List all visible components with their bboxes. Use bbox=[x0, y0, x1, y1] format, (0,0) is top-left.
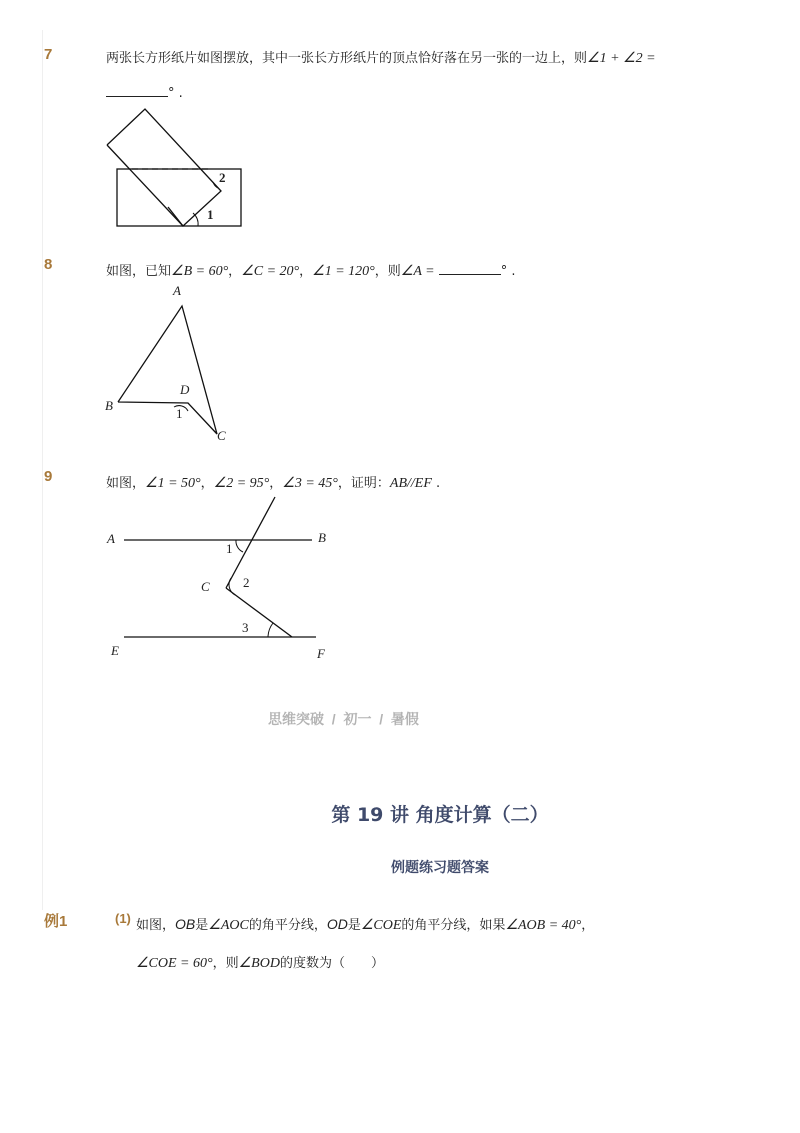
q9-mid: ，证明： bbox=[337, 476, 390, 491]
ex1-coe2: ∠COE = 60° bbox=[136, 956, 213, 971]
example-1-subpart: (1) bbox=[115, 911, 131, 926]
q9-label-c: C bbox=[201, 579, 210, 594]
example-1-label: 例1 bbox=[44, 913, 68, 930]
lecture-title: 第 19 讲 角度计算（二） bbox=[331, 804, 549, 826]
page-footer: 思维突破 / 初一 / 暑假 bbox=[268, 711, 419, 727]
ex1-t4: 是 bbox=[347, 918, 361, 933]
ex1-t1: 如图， bbox=[136, 918, 176, 933]
ex1-coe: ∠COE bbox=[360, 918, 402, 933]
q9-angle-3: ∠3 = 45° bbox=[282, 476, 338, 491]
q8-mid: ，则 bbox=[374, 264, 401, 279]
q8-label-d: D bbox=[180, 382, 190, 397]
example-1-line2 bbox=[136, 952, 384, 972]
q9-label-2: 2 bbox=[243, 575, 250, 590]
ex1-aob: ∠AOB = 40° bbox=[505, 918, 582, 933]
q9-transversal bbox=[226, 497, 275, 588]
q9-angle2-arc bbox=[229, 578, 235, 595]
q8-angle-c: ∠C = 20° bbox=[241, 264, 300, 279]
ex1-t5: 的角平分线，如果 bbox=[401, 918, 506, 933]
q8-label-b: B bbox=[105, 398, 113, 413]
question-number-8: 8 bbox=[44, 256, 53, 273]
q8-label-1: 1 bbox=[176, 406, 183, 421]
q8-angle-1: ∠1 = 120° bbox=[312, 264, 375, 279]
ex1-od: OD bbox=[326, 916, 348, 932]
example-1-line1 bbox=[136, 914, 594, 934]
section-title: 例题练习题答案 bbox=[391, 860, 489, 876]
q9-prefix: 如图， bbox=[106, 476, 146, 491]
q9-label-b: B bbox=[318, 530, 326, 545]
q7-label-1: 1 bbox=[207, 207, 214, 222]
q9-label-e: E bbox=[111, 643, 119, 658]
q8-label-c: C bbox=[217, 428, 226, 443]
q9-label-a: A bbox=[107, 531, 115, 546]
ex1-aoc: ∠AOC bbox=[208, 918, 249, 933]
q9-label-f: F bbox=[317, 646, 325, 661]
q8-suffix: ° . bbox=[500, 264, 516, 279]
q7-label-2: 2 bbox=[219, 170, 226, 185]
q9-angle1-arc bbox=[236, 540, 243, 552]
q7-suffix: ° . bbox=[168, 86, 183, 101]
q9-end: . bbox=[431, 476, 441, 491]
q8-prefix: 如图，已知 bbox=[106, 264, 172, 279]
q8-sep1: ， bbox=[228, 264, 242, 279]
question-number-7: 7 bbox=[44, 46, 53, 63]
q8-sep2: ， bbox=[299, 264, 313, 279]
q7-expr: ∠1 + ∠2 = bbox=[587, 51, 656, 66]
q9-label-3: 3 bbox=[242, 620, 249, 635]
ex1-t3: 的角平分线， bbox=[248, 918, 327, 933]
q8-label-a: A bbox=[173, 283, 181, 298]
q9-label-1: 1 bbox=[226, 541, 233, 556]
q7-text: 两张长方形纸片如图摆放，其中一张长方形纸片的顶点恰好落在另一张的一边上，则 bbox=[106, 51, 588, 66]
q9-sep2: ， bbox=[269, 476, 283, 491]
q9-angle-1: ∠1 = 50° bbox=[145, 476, 201, 491]
ex1-bod: ∠BOD bbox=[238, 956, 280, 971]
ex1-t8: 的度数为（ ） bbox=[279, 956, 384, 971]
q9-angle3-arc bbox=[268, 623, 273, 637]
ex1-t7: ，则 bbox=[212, 956, 239, 971]
q8-angle-b: ∠B = 60° bbox=[171, 264, 229, 279]
ex1-t6: ， bbox=[581, 918, 595, 933]
q9-sep1: ， bbox=[200, 476, 214, 491]
q9-goal: AB//EF bbox=[389, 476, 432, 491]
ex1-t2: 是 bbox=[195, 918, 209, 933]
question-number-9: 9 bbox=[44, 468, 53, 485]
q8-ask: ∠A = bbox=[400, 264, 435, 279]
ex1-ob: OB bbox=[175, 916, 196, 932]
q9-segment-cf bbox=[226, 588, 292, 637]
q9-angle-2: ∠2 = 95° bbox=[213, 476, 270, 491]
